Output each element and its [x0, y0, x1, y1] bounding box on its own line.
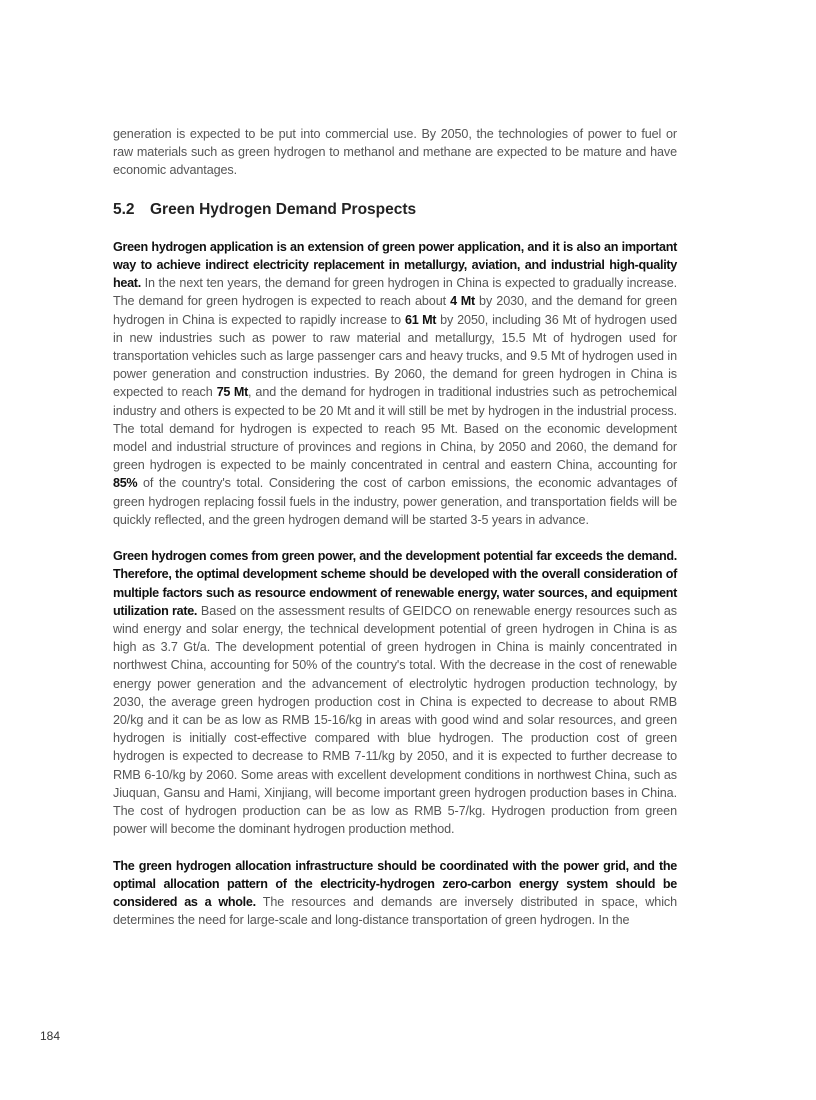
- section-heading: [113, 198, 677, 220]
- body-text: Based on the assessment results of GEIDCO on renewable energy resources such as wind energy and solar energy, the technical development potential of green hydrogen in China is as high as 3.7 Gt/a. The development potential of green hydrogen in China is mainly concentrated in northwest China, accounting for 50% of the country's total. With the decrease in the cost of renewable energy power generation and the advancement of electrolytic hydrogen production technology, by 2030, the average green hydrogen production cost in China is expected to decrease to about RMB 20/kg and it can be as low as RMB 15-16/kg in areas with good wind and solar resources, and green hydrogen is initially cost-effective compared with blue hydrogen. The production cost of green hydrogen is expected to decrease to RMB 7-11/kg by 2050, and it is expected to further decrease to RMB 6-10/kg by 2060. Some areas with excellent development conditions in northwest China, such as Jiuquan, Gansu and Hami, Xinjiang, will become important green hydrogen production bases in China. The cost of hydrogen production can be as low as RMB 5-7/kg. Hydrogen production from green power will become the dominant hydrogen production method.: [113, 603, 677, 837]
- body-text: by 2030, and the demand for green hydrogen in China is expected to rapidly increase to: [113, 294, 677, 327]
- body-text: of the country's total. Considering the cost of carbon emissions, the economic advantages of green hydrogen replacing fossil fuels in the industry, power generation, and transportation fields will be quickly reflected, and the green hydrogen demand will be started 3-5 years in advance.: [113, 476, 677, 527]
- page-number: 184: [40, 1029, 61, 1043]
- section-paragraphs: [113, 238, 677, 930]
- body-text: by 2050, including 36 Mt of hydrogen used in new industries such as power to raw material and metallurgy, 15.5 Mt of hydrogen used for transportation vehicles such as large passenger cars and heavy trucks, and 9.5 Mt of hydrogen used in power generation and construction industries. By 2060, the demand for green hydrogen in China is expected to reach: [113, 312, 677, 400]
- bold-text: 4 Mt: [450, 294, 475, 309]
- bold-text: The green hydrogen allocation infrastructure should be coordinated with the power grid, and the optimal allocation pattern of the electricity-hydrogen zero-carbon energy system should be considered as a whole.: [113, 858, 677, 910]
- bold-text: 61 Mt: [404, 312, 437, 327]
- body-text: The resources and demands are inversely distributed in space, which determines the need for large-scale and long-distance transportation of green hydrogen. In the: [113, 895, 677, 928]
- continued-text: [113, 125, 677, 180]
- bold-text: Green hydrogen comes from green power, and the development potential far exceeds the demand. Therefore, the optimal development scheme should be developed with the overall consideration of multiple factors such as resource endowment of renewable energy, water sources, and equipment utilization rate.: [113, 549, 677, 618]
- section-number: 5.2: [113, 200, 135, 218]
- paragraph: [113, 125, 677, 180]
- paragraph: [113, 857, 677, 930]
- body-text: generation is expected to be put into commercial use. By 2050, the technologies of power to fuel or raw materials such as green hydrogen to methanol and methane are expected to be mature and have economic advantages.: [113, 127, 677, 178]
- page-body: [113, 125, 677, 948]
- bold-text: 75 Mt: [216, 385, 249, 400]
- bold-text: 85%: [113, 476, 138, 491]
- section-title: Green Hydrogen Demand Prospects: [150, 200, 417, 218]
- bold-text: Green hydrogen application is an extension of green power application, and it is also an important way to achieve indirect electricity replacement in metallurgy, aviation, and industrial high-quality heat.: [113, 239, 677, 291]
- body-text: , and the demand for hydrogen in traditional industries such as petrochemical industry and others is expected to be 20 Mt and it will still be met by hydrogen in the industrial process. The total demand for hydrogen is expected to reach 95 Mt. Based on the economic development model and industrial structure of provinces and regions in China, by 2050 and 2060, the demand for green hydrogen is expected to be mainly concentrated in central and eastern China, accounting for: [113, 385, 677, 473]
- body-text: In the next ten years, the demand for green hydrogen in China is expected to gradually increase. The demand for green hydrogen is expected to reach about: [113, 276, 677, 309]
- paragraph: [113, 238, 677, 529]
- paragraph: [113, 547, 677, 838]
